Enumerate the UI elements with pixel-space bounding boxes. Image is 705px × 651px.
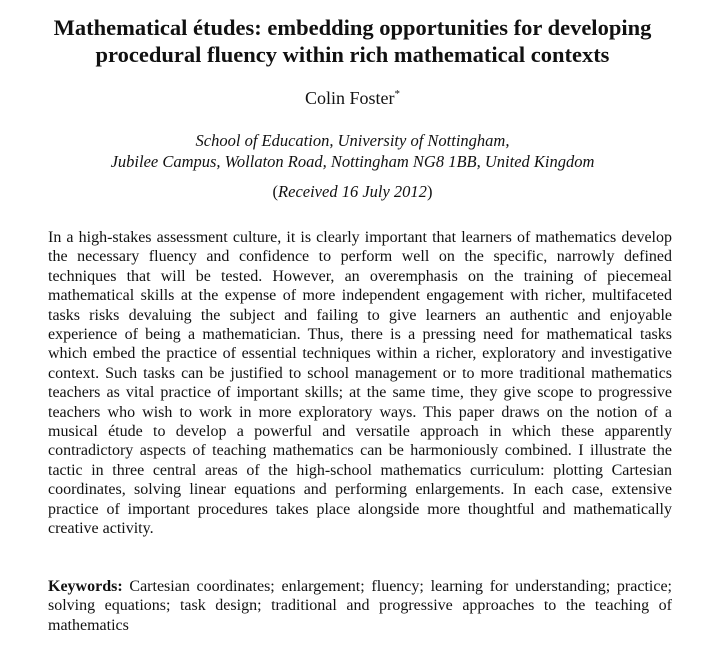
title-line-1: Mathematical études: embedding opportunities for developing — [53, 15, 652, 40]
title-line-2: procedural fluency within rich mathematical contexts — [95, 42, 610, 67]
author-line — [0, 87, 705, 109]
affiliation — [0, 130, 705, 172]
received-text: Received 16 July 2012 — [278, 182, 427, 201]
affiliation-line-2: Jubilee Campus, Wollaton Road, Nottingham NG8 1BB, United Kingdom — [110, 152, 595, 171]
received-date — [0, 181, 705, 202]
paper-title — [10, 14, 695, 68]
received-open-paren: ( — [272, 182, 279, 201]
abstract: In a high-stakes assessment culture, it is clearly important that learners of mathematics develop the necessary fluency and confidence to perform well on the specific, narrowly defined techniques that will be tested. However, an overemphasis on the training of piecemeal mathematical skills at the expense of more independent engagement with richer, multifaceted tasks risks devaluing the subject and failing to give learners an authentic and enjoyable experience of being a mathematician. Thus, there is a pressing need for mathematical tasks which embed the practice of essential techniques within a richer, exploratory and investigative context. Such tasks can be justified to school management or to more traditional mathematics teachers as vital practice of important skills; at the same time, they give scope to progressive teachers who wish to work in more exploratory ways. This paper draws on the notion of a musical étude to develop a powerful and versatile approach in which these apparently contradictory aspects of teaching mathematics can be harmoniously combined. I illustrate the tactic in three central areas of the high-school mathematics curriculum: plotting Cartesian coordinates, solving linear equations and performing enlargements. In each case, extensive practice of important procedures takes place alongside more thoughtful and mathematically creative activity. — [48, 229, 672, 538]
keywords-label: Keywords: — [48, 578, 123, 595]
affiliation-line-1: School of Education, University of Nottingham, — [195, 131, 510, 150]
keywords-text: Cartesian coordinates; enlargement; fluency; learning for understanding; practice; solving equations; task design; traditional and progressive approaches to the teaching of mathematics — [48, 578, 672, 634]
keywords — [48, 577, 672, 635]
author-footnote-mark: * — [394, 88, 400, 100]
received-close-paren: ) — [426, 182, 433, 201]
author-name: Colin Foster — [304, 88, 395, 108]
